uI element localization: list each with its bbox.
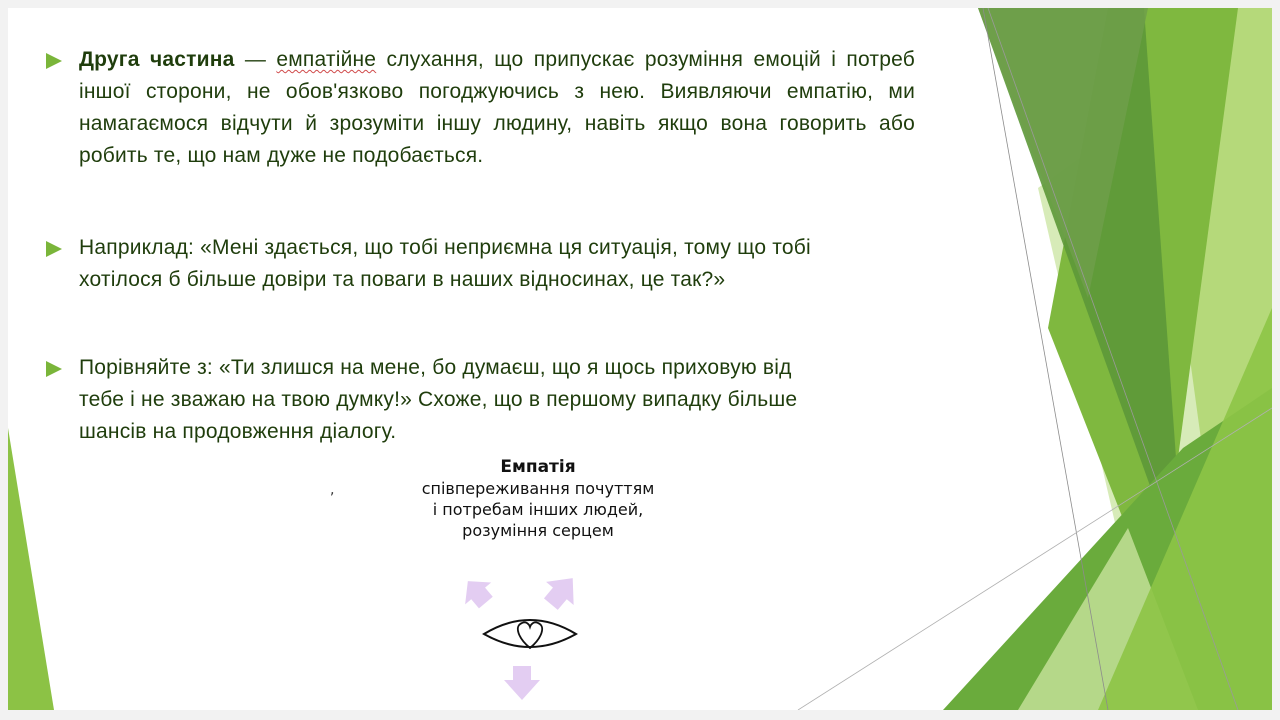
bullet-3-line-1: Порівняйте з: «Ти злишся на мене, бо думаєш, що я щось приховую від — [79, 356, 792, 379]
bullet-item-1 — [44, 44, 916, 172]
eye-heart-icon — [484, 620, 576, 648]
bullet-text-1 — [79, 44, 915, 172]
bullet-3-line-2: тебе і не зважаю на твою думку!» Схоже, що в першому випадку більше — [79, 388, 798, 411]
empathy-line-1: співпереживання почуттям — [421, 479, 655, 498]
arrow-icon — [455, 570, 499, 613]
bullet-2-line-1: Наприклад: «Мені здається, що тобі неприємна ця ситуація, тому що тобі — [79, 236, 811, 259]
bullet-1-bold: Друга частина — [79, 48, 235, 71]
stray-tick-mark: , — [330, 482, 335, 498]
triangle-bullet-icon — [44, 239, 64, 259]
triangle-bullet-icon — [44, 359, 64, 379]
arrow-icon — [504, 666, 540, 700]
empathy-line-2: і потребам інших людей, — [432, 500, 644, 519]
empathy-line-3: розуміння серцем — [462, 521, 614, 540]
bullet-text-2 — [79, 232, 811, 296]
bullet-item-3 — [44, 352, 916, 448]
bullet-item-2 — [44, 232, 916, 296]
triangle-bullet-icon — [44, 51, 64, 71]
bullet-1-dash: — — [234, 48, 277, 71]
empathy-title: Емпатія — [500, 457, 576, 477]
bullet-2-line-2: хотілося б більше довіри та поваги в наших відносинах, це так?» — [79, 268, 726, 291]
bullet-1-underlined-word: емпатійне — [276, 48, 377, 71]
empathy-caption — [328, 456, 748, 541]
presentation-slide — [8, 8, 1272, 710]
bullet-3-line-3: шансів на продовження діалогу. — [79, 420, 397, 443]
bullet-text-3 — [79, 352, 797, 448]
decor-shape-left-sliver — [8, 428, 54, 710]
empathy-illustration — [448, 568, 598, 708]
arrow-icon — [537, 568, 586, 616]
bullet-1-rest: слухання, що припускає розуміння емоцій і потреб іншої сторони, не обов'язково погоджуючись з нею. Виявляючи емпатію, ми намагаємося відчути й зрозуміти іншу людину, навіть якщо вона говорить або робить те, що нам дуже не подобається. — [79, 48, 915, 167]
